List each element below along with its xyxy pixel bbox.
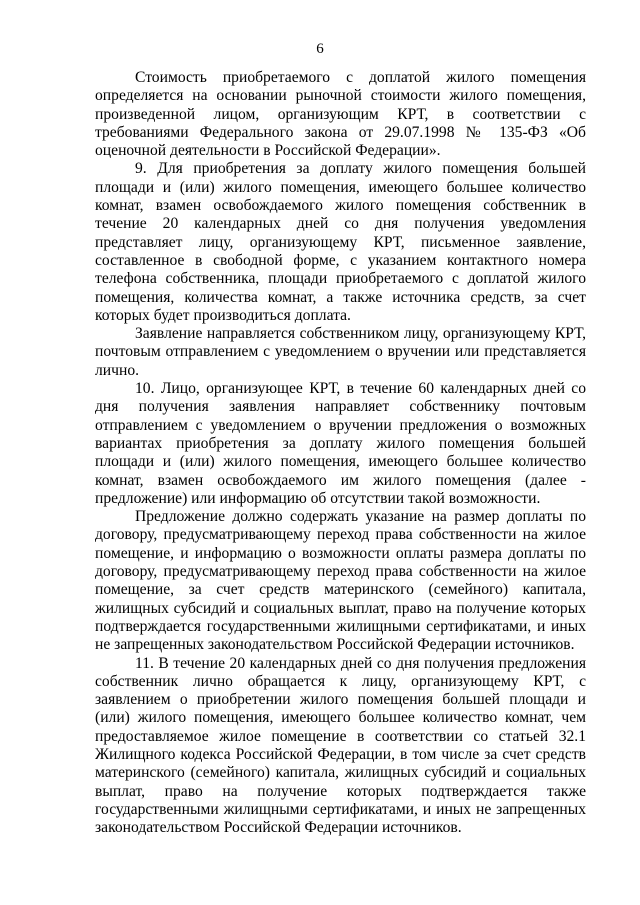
document-body — [95, 69, 586, 837]
paragraph-clause-11: 11. В течение 20 календарных дней со дня получения предложения собственник лично обращается к лицу, организующему КРТ, с заявлением о приобретении жилого помещения большей площади и (или) жилого помещения, имеющего большее количество комнат, чем предоставляемое жилое помещение в соответствии со статьей 32.1 Жилищного кодекса Российской Федерации, в том числе за счет средств материнского (семейного) капитала, жилищных субсидий и социальных выплат, право на получение которых подтверждается также государственными жилищными сертификатами, и иных не запрещенных законодательством Российской Федерации источников. — [95, 654, 586, 837]
paragraph-clause-9: 9. Для приобретения за доплату жилого помещения большей площади и (или) жилого помещения, имеющего большее количество комнат, взамен освобождаемого жилого помещения собственник в течение 20 календарных дней со дня получения уведомления представляет лицу, организующему КРТ, письменное заявление, составленное в свободной форме, с указанием контактного номера телефона собственника, площади приобретаемого с доплатой жилого помещения, количества комнат, а также источника средств, за счет которых будет производиться доплата. — [95, 160, 586, 324]
paragraph-clause-10: 10. Лицо, организующее КРТ, в течение 60 календарных дней со дня получения заявления направляет собственнику почтовым отправлением с уведомлением о вручении предложения о возможных вариантах приобретения за доплату жилого помещения большей площади и (или) жилого помещения, имеющего большее количество комнат, взамен освобождаемого им жилого помещения (далее - предложение) или информацию об отсутствии такой возможности. — [95, 380, 586, 507]
page-number: 6 — [316, 41, 324, 57]
paragraph-application-delivery: Заявление направляется собственником лицу, организующему КРТ, почтовым отправлением с уведомлением о вручении или представляется лично. — [95, 325, 586, 379]
paragraph-offer-contents: Предложение должно содержать указание на размер доплаты по договору, предусматривающему переход права собственности на жилое помещение, и информацию о возможности оплаты размера доплаты по договору, предусматривающему переход права собственности на жилое помещение, за счет средств материнского (семейного) капитала, жилищных субсидий и социальных выплат, право на получение которых подтверждается государственными жилищными сертификатами, и иных не запрещенных законодательством Российской Федерации источников. — [95, 508, 586, 654]
paragraph-valuation-basis: Стоимость приобретаемого с доплатой жилого помещения определяется на основании рыночной стоимости жилого помещения, произведенной лицом, организующим КРТ, в соответствии с требованиями Федерального закона от 29.07.1998 № 135-ФЗ «Об оценочной деятельности в Российской Федерации». — [95, 69, 586, 160]
